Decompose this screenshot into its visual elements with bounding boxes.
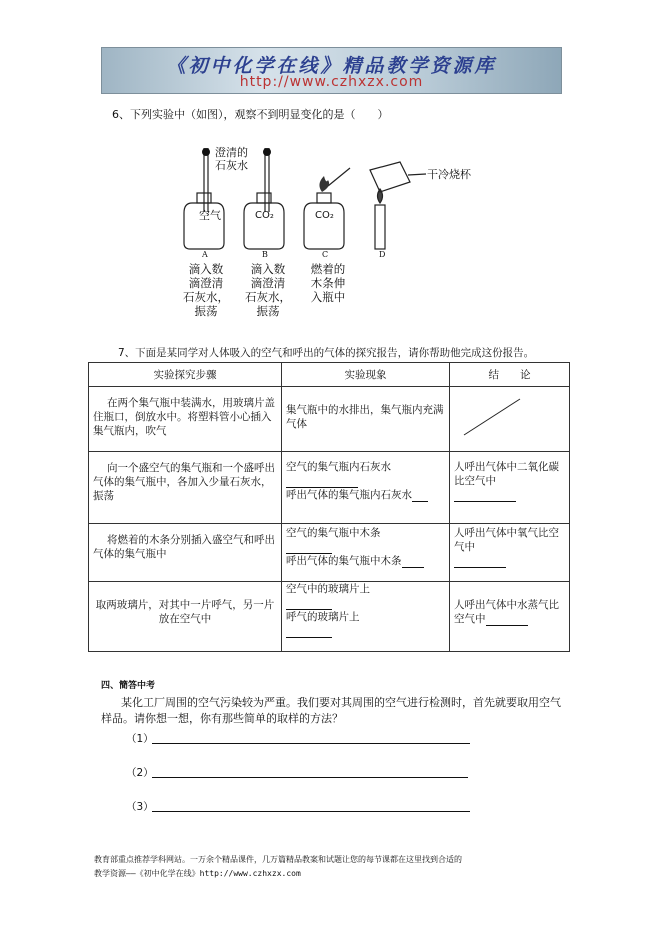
option-caption-b: 滴入数 滴澄清 石灰水， 振荡: [245, 262, 291, 318]
bottle-c: [304, 168, 350, 249]
option-letter-c: C: [322, 250, 329, 259]
row3-conclusion: [450, 524, 570, 582]
banner-title: 《初中化学在线》精品教学资源库: [166, 55, 497, 77]
question-6-text: 6、下列实验中（如图），观察不到明显变化的是（ ）: [112, 108, 389, 121]
footer-line-1: 教育部重点推荐学科网站。一万余个精品课件，几万篇精品教案和试题让您的每节课都在这里找到合适的: [94, 855, 462, 864]
bottle-b: [244, 148, 284, 249]
dropper-bulb-a: [202, 148, 210, 156]
row4-step: 取两玻璃片，对其中一片呼气，另一片放在空气中: [89, 582, 282, 652]
row2-breath-blank[interactable]: [412, 489, 428, 502]
row1-step: 在两个集气瓶中装满水，用玻璃片盖住瓶口，倒放水中。将塑料管小心插入集气瓶内，吹气: [89, 387, 282, 452]
section-4-heading: 四、簡答中考: [101, 681, 156, 691]
row4-conclusion: [450, 582, 570, 652]
flame-c: [319, 176, 329, 192]
row3-step: 将燃着的木条分别插入盛空气和呼出气体的集气瓶中: [89, 524, 282, 582]
label-co2-b: CO₂: [255, 210, 274, 221]
table-row: [89, 387, 570, 452]
label-air: 空气: [199, 209, 221, 222]
row4-phenomenon-breath: 呼气的玻璃片上: [286, 611, 360, 623]
section-4-body: 某化工厂周围的空气污染较为严重。我们要对其周围的空气进行检测时，首先就要取用空气样品。请你想一想，你有那些简单的取样的方法？: [101, 696, 561, 725]
answer-line-1[interactable]: [152, 743, 470, 744]
row4-breath-blank[interactable]: [286, 625, 332, 638]
row2-phenomenon-breath: 呼出气体的集气瓶内石灰水: [286, 489, 412, 501]
row3-conclusion-blank[interactable]: [454, 555, 506, 568]
label-co2-c: CO₂: [315, 210, 334, 221]
question-7-text: 7、下面是某同学对人体吸入的空气和呼出的气体的探究报告，请你帮助他完成这份报告。: [118, 347, 535, 359]
option-letter-d: D: [379, 250, 386, 259]
row2-conclusion-blank[interactable]: [454, 489, 516, 502]
row3-phenomenon-air: 空气的集气瓶中木条: [286, 527, 381, 539]
header-steps: 实验探究步骤: [89, 363, 282, 387]
row3-phenomenon: [282, 524, 450, 582]
label-cold-beaker: 干冷烧杯: [427, 168, 471, 181]
row1-phenomenon: 集气瓶中的水排出，集气瓶内充满气体: [282, 387, 450, 452]
report-table: [88, 362, 570, 652]
option-caption-c: 燃着的 木条伸 入瓶中: [310, 262, 346, 304]
diagonal-slash: [450, 387, 562, 445]
row3-air-blank[interactable]: [286, 541, 332, 554]
row4-conclusion-text: 人呼出气体中水蒸气比空气中: [454, 599, 559, 625]
footer-line-2: 教学资源——《初中化学在线》http://www.czhxzx.com: [94, 869, 301, 878]
header-banner: [101, 47, 562, 94]
option-caption-a: 滴入数 滴澄清 石灰水， 振荡: [183, 262, 229, 318]
option-letter-a: A: [202, 250, 208, 259]
row2-step: 向一个盛空气的集气瓶和一个盛呼出气体的集气瓶中，各加入少量石灰水，振荡: [89, 452, 282, 524]
answer-label-3: （3）: [126, 801, 154, 813]
answer-label-2: （2）: [126, 767, 154, 779]
row2-conclusion-text: 人呼出气体中二氧化碳比空气中: [454, 461, 559, 487]
table-row: [89, 452, 570, 524]
row4-air-blank[interactable]: [286, 597, 332, 610]
answer-label-1: （1）: [126, 733, 154, 745]
answer-line-3[interactable]: [152, 811, 470, 812]
row2-phenomenon: [282, 452, 450, 524]
table-header-row: [89, 363, 570, 387]
row2-air-blank[interactable]: [286, 475, 358, 488]
dropper-bulb-b: [263, 148, 271, 156]
answer-line-2[interactable]: [152, 777, 468, 778]
row3-phenomenon-breath: 呼出气体的集气瓶中木条: [286, 555, 402, 567]
table-row: [89, 582, 570, 652]
candle-d: [370, 162, 426, 249]
row1-conclusion: [450, 387, 570, 452]
label-lime-water: 澄清的 石灰水: [215, 146, 248, 172]
table-row: [89, 524, 570, 582]
row4-phenomenon-air: 空气中的玻璃片上: [286, 583, 370, 595]
header-conclusion: 结 论: [450, 363, 570, 387]
row4-phenomenon: [282, 582, 450, 652]
banner-url[interactable]: http://www.czhxzx.com: [239, 74, 424, 90]
row2-phenomenon-air: 空气的集气瓶内石灰水: [286, 461, 391, 473]
option-letter-b: B: [262, 250, 268, 259]
row4-conclusion-blank[interactable]: [486, 613, 528, 626]
row2-conclusion: [450, 452, 570, 524]
header-phenomenon: 实验现象: [282, 363, 450, 387]
row3-conclusion-text: 人呼出气体中氧气比空气中: [454, 527, 559, 553]
row3-breath-blank[interactable]: [402, 555, 424, 568]
